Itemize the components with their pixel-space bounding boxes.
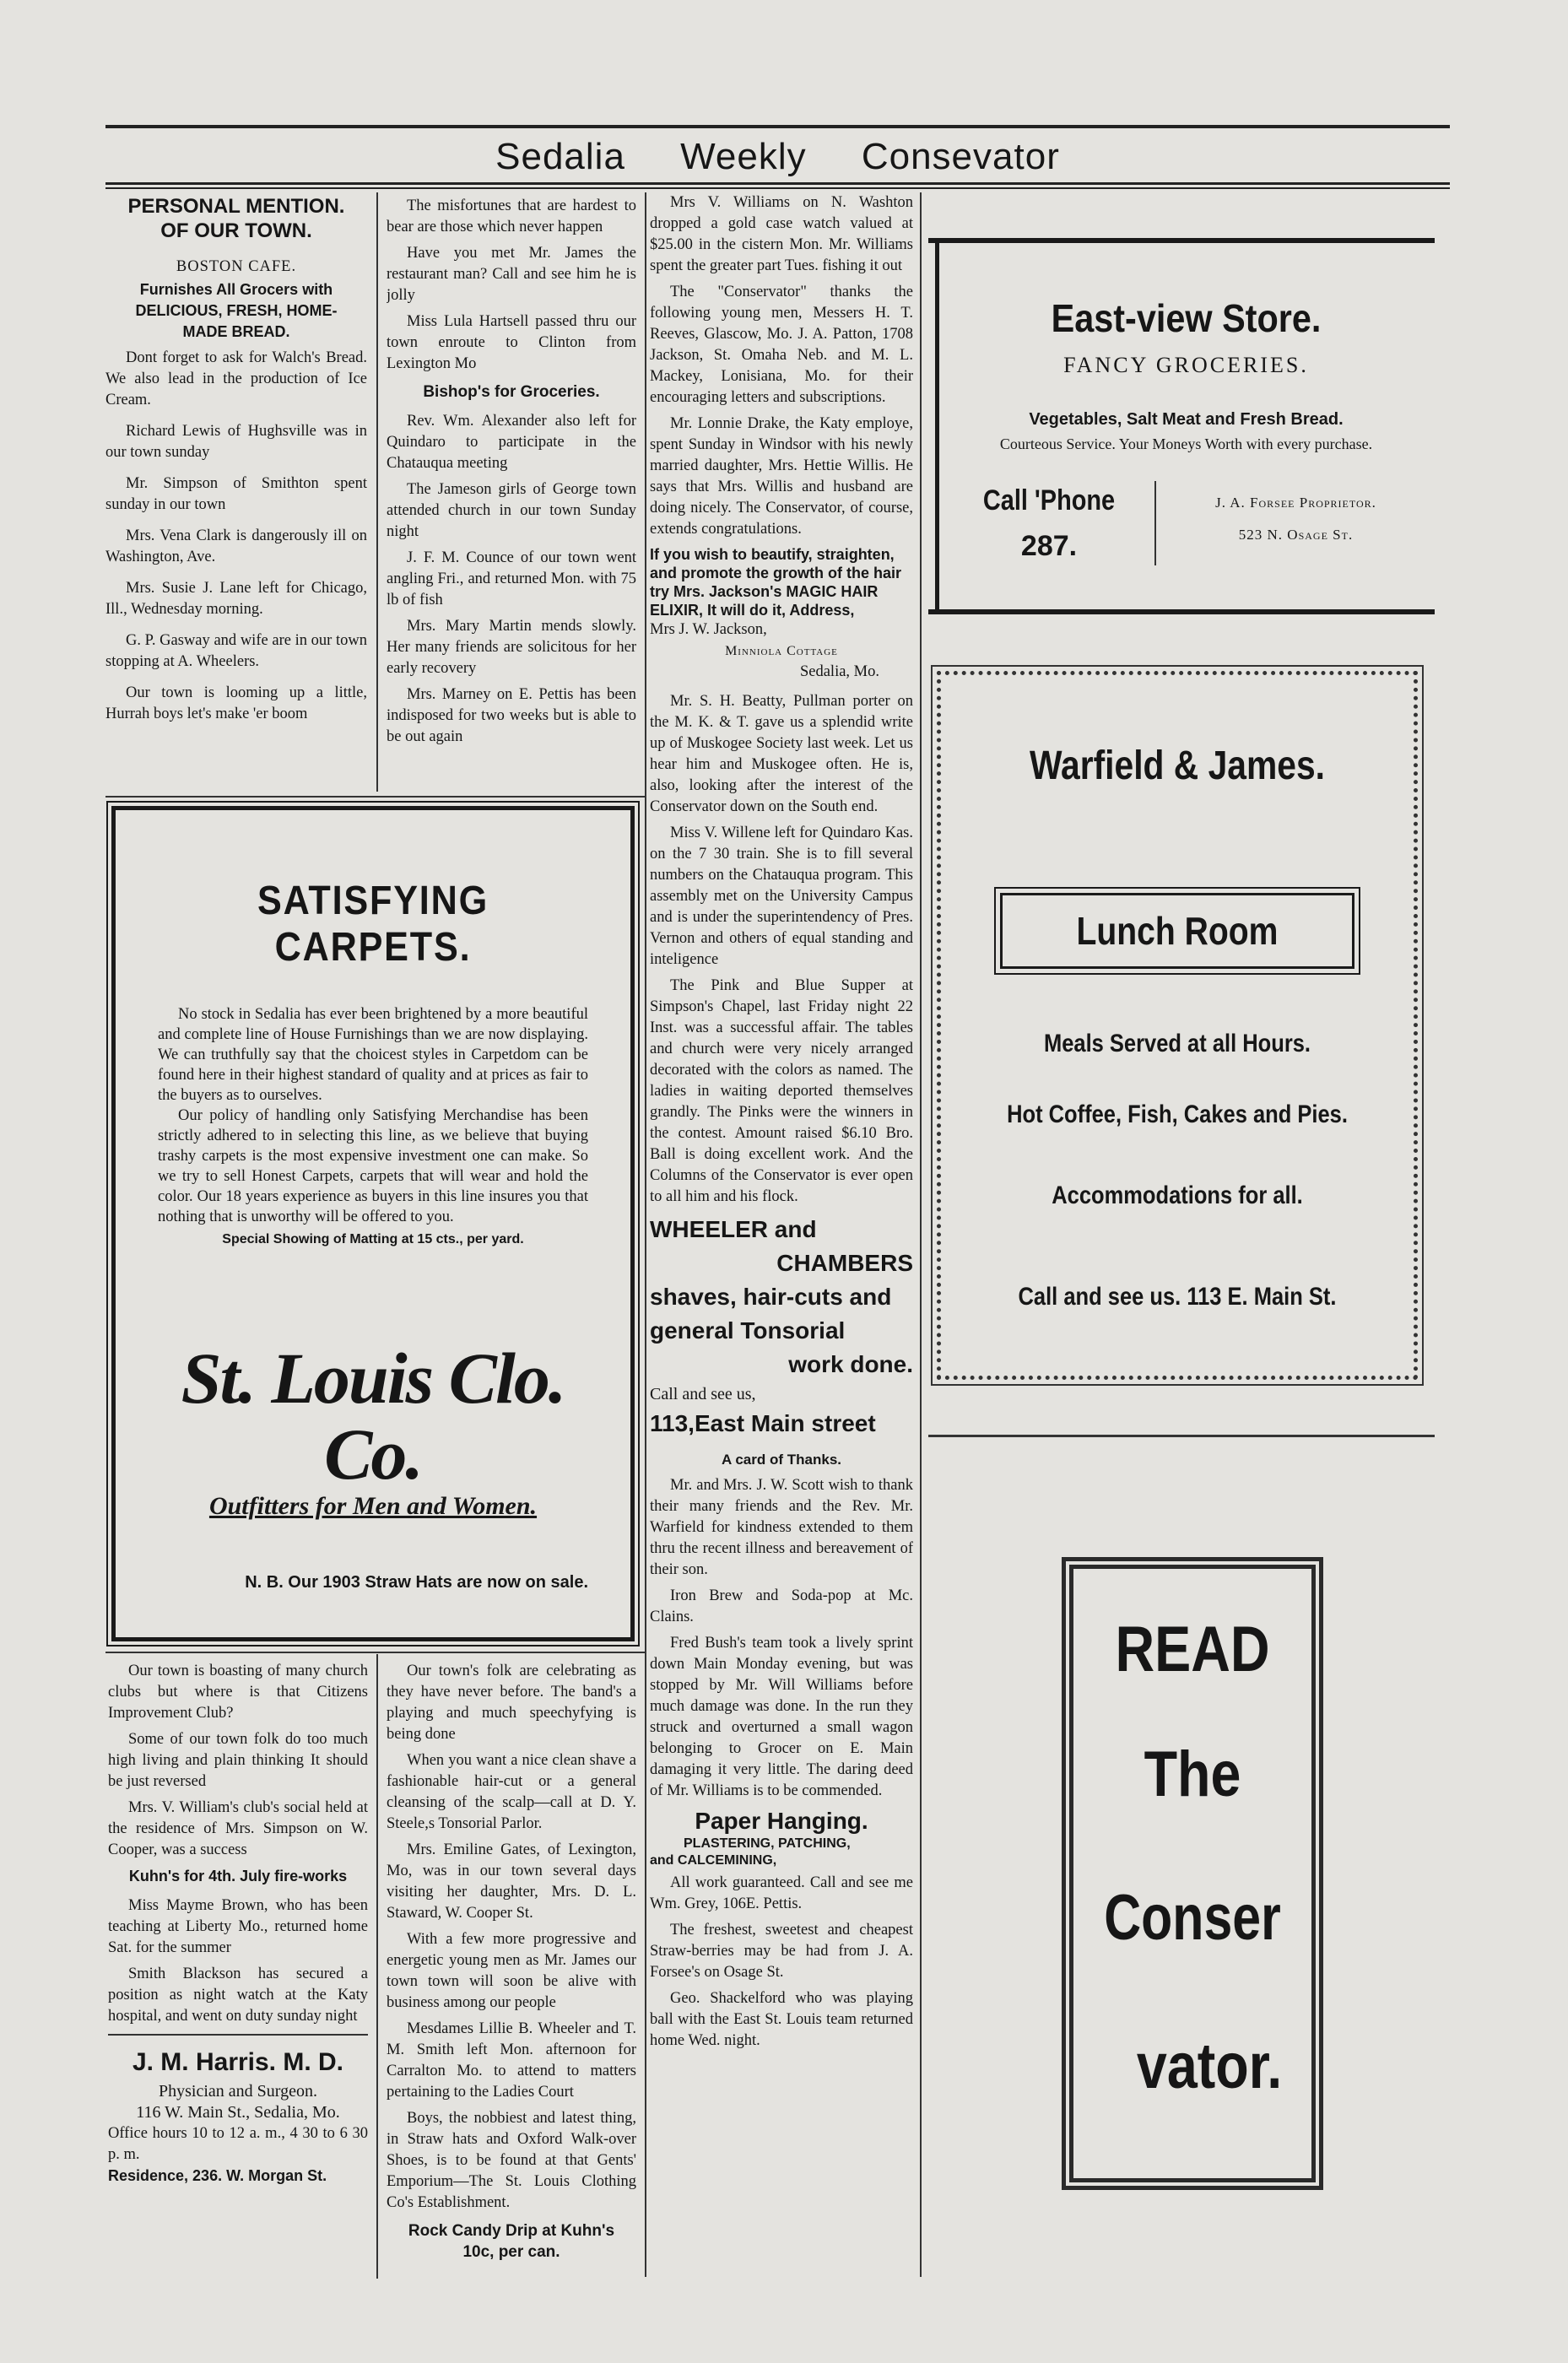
lower2-item: Mesdames Lillie B. Wheeler and T. M. Smith left Mon. afternoon for Carralton Mo. to attend to matters pertaining to the Ladies Court [387, 2020, 636, 2101]
boston-cafe-title: BOSTON CAFE. [176, 258, 297, 275]
st-louis-clothing-slogan: Outfitters for Men and Women. [208, 1492, 538, 1520]
column-1-top [105, 194, 367, 789]
boston-cafe-line-1: Furnishes All Grocers with [139, 281, 333, 298]
col3-item: Iron Brew and Soda-pop at Mc. Clains. [650, 1587, 913, 1625]
straw-hats-notice: N. B. Our 1903 Straw Hats are now on sale. [245, 1573, 588, 1592]
col1-item: Mrs. Vena Clark is dangerously ill on Washington, Ave. [105, 527, 367, 565]
wheeler-line-4: general Tonsorial [650, 1317, 846, 1344]
lower-column-1 [108, 1661, 368, 2277]
column-2-top [387, 196, 636, 791]
hair-elixir-ad: If you wish to beautify, straighten, and promote the growth of the hair try Mrs. Jackson's MAGIC HAIR ELIXIR, It will do it, Address, [650, 546, 901, 619]
lower1-item: Some of our town folk do too much high living and plain thinking It should be just reversed [108, 1731, 368, 1790]
lower2-item: Mrs. Emiline Gates, of Lexington, Mo, was in our town several days visiting her daughter, Mrs. D. L. Staward, W. Cooper St. [387, 1841, 636, 1922]
hair-elixir-city: Sedalia, Mo. [799, 663, 879, 680]
lunch-room-label: Lunch Room [1076, 909, 1279, 953]
masthead-rule-top [105, 125, 1450, 128]
harris-name: J. M. Harris. M. D. [132, 2048, 344, 2076]
paper-hanging-sub-2: and CALCEMINING, [650, 1853, 777, 1868]
masthead-rule-bottom-2 [105, 187, 1450, 189]
call-phone-label: Call 'Phone [982, 484, 1116, 516]
phone-number: 287. [1020, 530, 1078, 562]
lower1-item: Mrs. V. William's club's social held at the residence of Mrs. Simpson on W. Cooper, was a success [108, 1799, 368, 1858]
warfield-line-3: Accommodations for all. [1052, 1182, 1303, 1209]
col3-item: Mrs V. Williams on N. Washton dropped a gold case watch valued at $25.00 in the cistern Mon. Mr. Williams spent the greater part Tues. fishing it out [650, 194, 913, 274]
rock-candy-heading: Rock Candy Drip at Kuhn's [408, 2222, 615, 2240]
wheeler-chambers-ad [650, 1213, 913, 1441]
col2-item: Have you met Mr. James the restaurant man? Call and see him he is jolly [387, 245, 636, 304]
lower1-item: Miss Mayme Brown, who has been teaching at Liberty Mo., returned home Sat. for the summer [108, 1897, 368, 1956]
right-rule-mid [928, 609, 1435, 614]
col2-item: The Jameson girls of George town attended church in our town Sunday night [387, 481, 636, 540]
col3-item: Fred Bush's team took a lively sprint down Main Monday evening, but was stopped by Mr. Will Williams before much damage was done. In the run they struck and overturned a small wagon belonging to Grocer on E. Main damaging it very little. The daring deed of Mr. Williams is to be commended. [650, 1635, 913, 1799]
warfield-line-2: Hot Coffee, Fish, Cakes and Pies. [1007, 1100, 1348, 1128]
col2-item: Rev. Wm. Alexander also left for Quindaro to participate in the Chatauqua meeting [387, 413, 636, 472]
lunch-room-box [1000, 893, 1354, 969]
col3-item: Mr. S. H. Beatty, Pullman porter on the M. K. & T. gave us a splendid write up of Muskogee Society last week. Let us hear him and Muskogee often. He is, also, looking after the interest of the Conservator down on the South end. [650, 693, 913, 815]
col2-item: Mrs. Marney on E. Pettis has been indisposed for two weeks but is able to be out again [387, 686, 636, 745]
paper-hanging-sub-1: PLASTERING, PATCHING, [684, 1836, 851, 1851]
carpets-paragraph-2: Our policy of handling only Satisfying Merchandise has been strictly adhered to in selecting this line, as we believe that buying trashy carpets is the most expensive investment one can make. So we try to sell Honest Carpets, carpets that will wear and hold the color. Our 18 years experience as buyers in this line insures you that nothing that is unworthy will be offered to you. [158, 1107, 588, 1225]
wheeler-line-1: WHEELER and [650, 1216, 817, 1242]
masthead-word-1: Sedalia [495, 136, 625, 177]
boston-cafe-line-3: MADE BREAD. [182, 323, 290, 340]
col3-item: Mr. and Mrs. J. W. Scott wish to thank their many friends and the Rev. Mr. Warfield for kindness extended to them thru the recent illness and bereavement of their son. [650, 1477, 913, 1578]
personal-mention-heading: PERSONAL MENTION. [127, 195, 345, 218]
column-3 [650, 192, 913, 2277]
col3-item: The Pink and Blue Supper at Simpson's Chapel, last Friday night 22 Inst. was a successful affair. The tables and church were very nicely arranged decorated with the colors as named. The ladies in waiting deported themselves grandly. The Pinks were the winners in the contest. Amount raised $6.10 Bro. Ball is doing excellent work. And the Columns of the Conservator is ever open to all him and his flock. [650, 977, 913, 1205]
east-view-store-ad [935, 243, 1433, 609]
carpets-paragraph-1: No stock in Sedalia has ever been brightened by a more beautiful and complete line of House Furnishings than we are now displaying. We can truthfully say that the choicest styles in Carpetdom can be found here in their highest standard of quality and at prices as fair to the buyers as to ourselves. [158, 1006, 588, 1104]
kuhns-fireworks-heading: Kuhn's for 4th. July fire-works [128, 1868, 348, 1884]
lower-section-rule [105, 1652, 646, 1653]
lower1-item: Smith Blackson has secured a position as night watch at the Katy hospital, and went on duty sunday night [108, 1966, 368, 2025]
col1-item: Our town is looming up a little, Hurrah boys let's make 'er boom [105, 684, 367, 722]
our-town-heading: OF OUR TOWN. [160, 219, 312, 242]
harris-address: 116 W. Main St., Sedalia, Mo. [136, 2103, 340, 2122]
warfield-line-1: Meals Served at all Hours. [1043, 1030, 1311, 1057]
st-louis-clothing-logo: St. Louis Clo. Co. [181, 1338, 565, 1495]
carpets-title: SATISFYING CARPETS. [257, 879, 489, 970]
east-view-divider [1154, 481, 1156, 565]
read-conservator-ad [1062, 1557, 1323, 2190]
lower-column-2 [387, 1661, 636, 2277]
wheeler-line-5: work done. [788, 1351, 913, 1377]
wheeler-line-7: 113,East Main street [650, 1410, 876, 1436]
bishops-groceries-heading: Bishop's for Groceries. [423, 383, 600, 401]
read-line-3: Conser [1104, 1882, 1281, 1954]
column-rule-3 [920, 192, 922, 2277]
boston-cafe-line-2: DELICIOUS, FRESH, HOME- [135, 302, 338, 319]
column-rule-1 [376, 192, 378, 792]
lower2-item: When you want a nice clean shave a fashionable hair-cut or a general cleansing of the scalp—call at D. Y. Steele,s Tonsorial Parlor. [387, 1752, 636, 1832]
column-rule-lower [376, 1654, 378, 2279]
east-view-line-1: Vegetables, Salt Meat and Fresh Bread. [1029, 410, 1344, 429]
east-view-address: 523 N. Osage St. [1238, 527, 1354, 543]
ball-notice: Geo. Shackelford who was playing ball with the East St. Louis team returned home Wed. night. [650, 1990, 913, 2049]
harris-title: Physician and Surgeon. [159, 2082, 317, 2101]
east-view-line-2: Courteous Service. Your Moneys Worth with every purchase. [999, 435, 1373, 452]
read-line-2: The [1144, 1738, 1241, 1810]
harris-hours: Office hours 10 to 12 a. m., 4 30 to 6 30 p. m. [108, 2125, 368, 2163]
col2-item: The misfortunes that are hardest to bear are those which never happen [387, 197, 636, 235]
lower2-item: Boys, the nobbiest and latest thing, in Straw hats and Oxford Walk-over Shoes, is to be found at that Gents' Emporium—The St. Louis Clothing Co's Establishment. [387, 2110, 636, 2211]
east-view-proprietor: J. A. Forsee Proprietor. [1215, 495, 1376, 511]
wheeler-line-3: shaves, hair-cuts and [650, 1284, 892, 1310]
card-of-thanks-heading: A card of Thanks. [721, 1452, 841, 1468]
read-line-4: vator. [1136, 2030, 1283, 2102]
paper-hanging-text: All work guaranteed. Call and see me Wm. Grey, 106E. Pettis. [650, 1874, 913, 1912]
rock-candy-price: 10c, per can. [462, 2243, 560, 2261]
col2-item: Miss Lula Hartsell passed thru our town enroute to Clinton from Lexington Mo [387, 313, 636, 372]
col2-item: J. F. M. Counce of our town went angling Fri., and returned Mon. with 75 lb of fish [387, 549, 636, 608]
masthead-word-2: Weekly [680, 136, 807, 177]
boston-cafe-text: Dont forget to ask for Walch's Bread. We also lead in the production of Ice Cream. [105, 349, 367, 408]
col1-item: G. P. Gasway and wife are in our town stopping at A. Wheelers. [105, 632, 367, 670]
paper-hanging-heading: Paper Hanging. [695, 1808, 868, 1834]
col3-item: Mr. Lonnie Drake, the Katy employe, spent Sunday in Windsor with his newly married daughter, Mrs. Hettie Willis. He says that Mrs. Willis and husband are doing nicely. The Conservator, of course, extends congratulations. [650, 415, 913, 538]
masthead-word-3: Consevator [861, 136, 1060, 177]
harris-residence: Residence, 236. W. Morgan St. [108, 2167, 327, 2184]
hair-elixir-name: Mrs J. W. Jackson, [650, 621, 767, 638]
wheeler-line-6: Call and see us, [650, 1385, 756, 1403]
masthead [105, 131, 1450, 183]
col3-item: Miss V. Willene left for Quindaro Kas. on the 7 30 train. She is to fill several numbers on the Chatauqua program. This assembly met on the University Campus and is under the superintendency of Pres. Vernon and others of equal standing and inteligence [650, 825, 913, 968]
col1-item: Richard Lewis of Hughsville was in our town sunday [105, 423, 367, 461]
warfield-title: Warfield & James. [1030, 744, 1325, 788]
wheeler-line-2: CHAMBERS [776, 1250, 913, 1276]
col1-item: Mr. Simpson of Smithton spent sunday in our town [105, 475, 367, 513]
carpets-ad [111, 806, 635, 1641]
warfield-line-4: Call and see us. 113 E. Main St. [1018, 1283, 1337, 1311]
section-rule [105, 796, 646, 798]
east-view-subtitle: FANCY GROCERIES. [1063, 353, 1309, 377]
right-rule-lower [928, 1435, 1435, 1437]
lower2-item: Our town's folk are celebrating as they have never before. The band's a playing and much speechyfying is being done [387, 1663, 636, 1743]
harris-rule [108, 2034, 368, 2036]
warfield-james-ad [937, 671, 1418, 1380]
col1-item: Mrs. Susie J. Lane left for Chicago, Ill., Wednesday morning. [105, 580, 367, 618]
masthead-rule-bottom [105, 182, 1450, 185]
lower2-item: With a few more progressive and energetic young men as Mr. James our town town will soon be alive with business among our people [387, 1931, 636, 2011]
read-line-1: READ [1115, 1614, 1270, 1685]
east-view-title: East-view Store. [1051, 296, 1322, 340]
carpets-special: Special Showing of Matting at 15 cts., per yard. [222, 1232, 524, 1246]
col2-item: Mrs. Mary Martin mends slowly. Her many friends are solicitous for her early recovery [387, 618, 636, 677]
lower1-item: Our town is boasting of many church clubs but where is that Citizens Improvement Club? [108, 1663, 368, 1722]
strawberries-notice: The freshest, sweetest and cheapest Straw-berries may be had from J. A. Forsee's on Osage St. [650, 1922, 913, 1981]
column-rule-2 [645, 192, 646, 2277]
hair-elixir-cottage: Minniola Cottage [725, 644, 838, 658]
col3-item: The "Conservator" thanks the following young men, Messers H. T. Reeves, Glascow, Mo. J. A. Patton, 1708 Jackson, St. Omaha Neb. and M. L. Mackey, Lonisiana, Mo. for their encouraging letters and subscriptions. [650, 284, 913, 406]
